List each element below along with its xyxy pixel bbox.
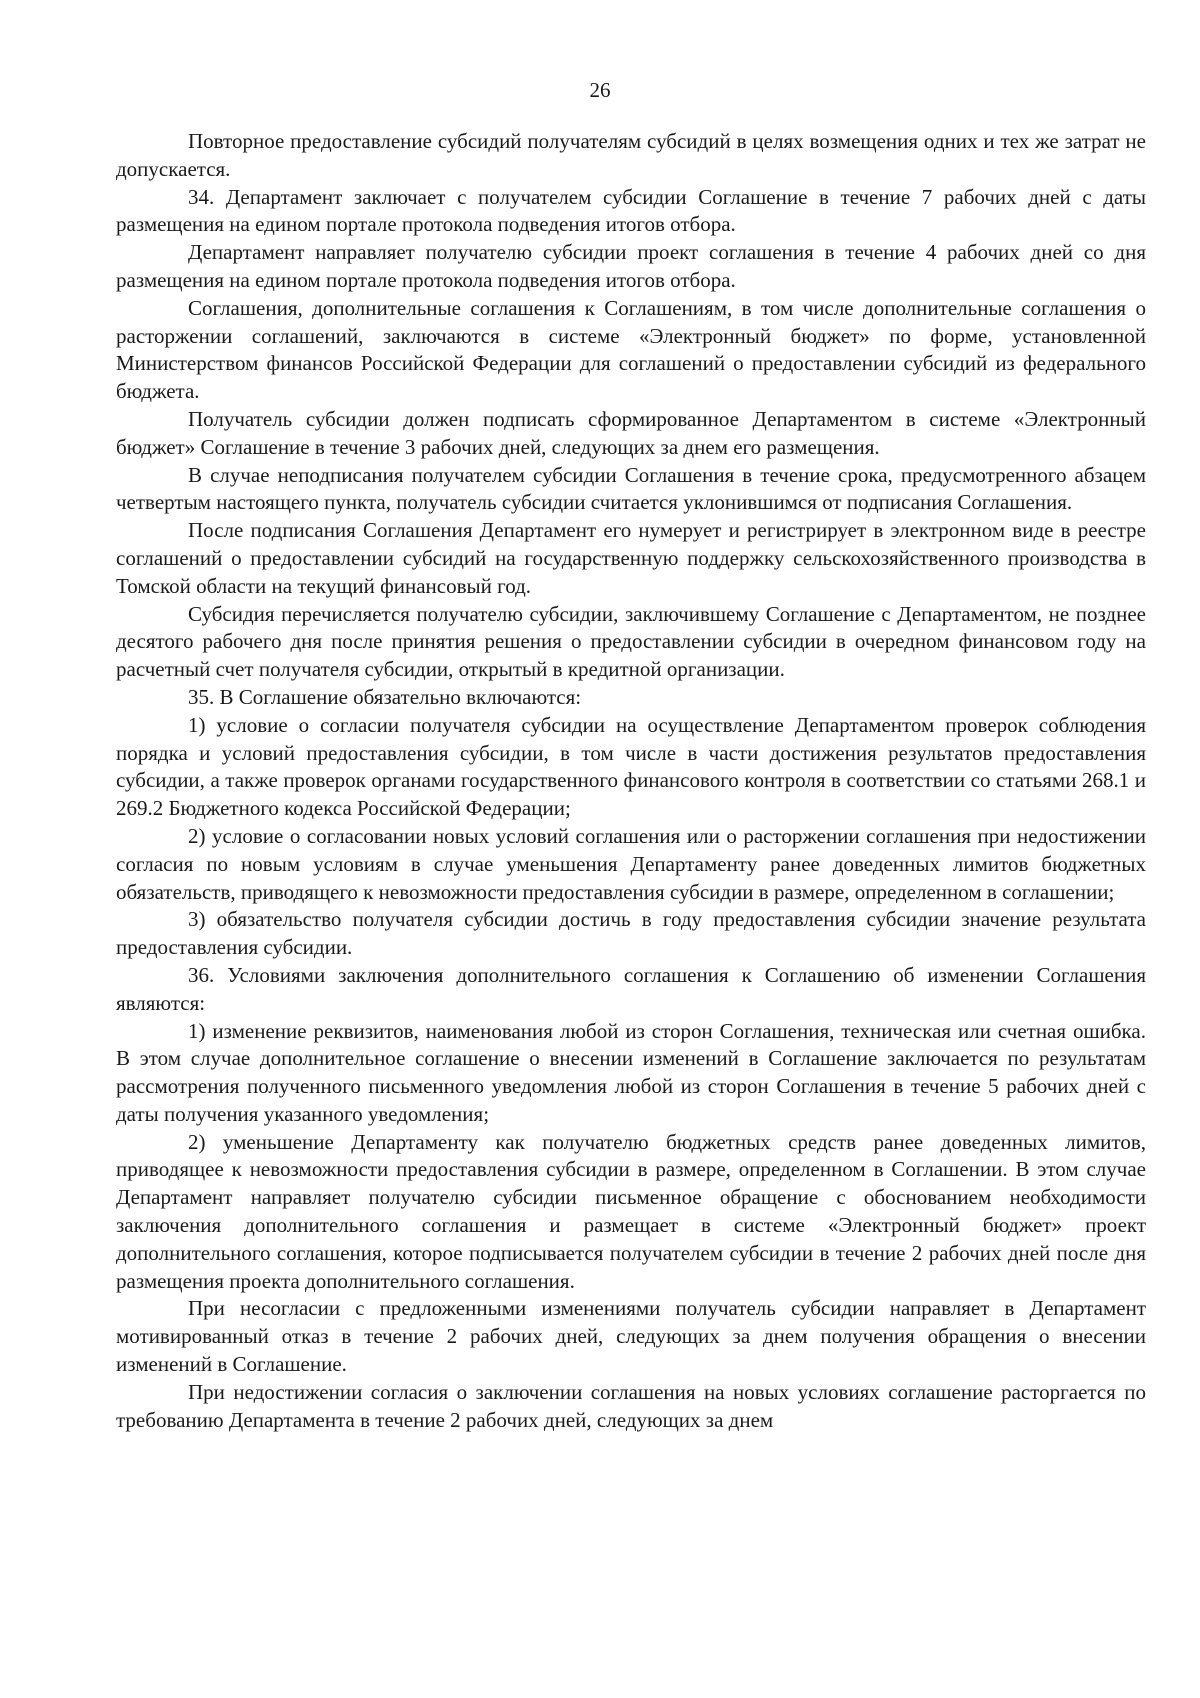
paragraph-34-agreement-term: 34. Департамент заключает с получателем субсидии Соглашение в течение 7 рабочих дней с даты размещения на едином портале протокола подведения итогов отбора.: [116, 184, 1146, 237]
paragraph-draft-agreement: Департамент направляет получателю субсидии проект соглашения в течение 4 рабочих дней со дня размещения на едином портале протокола подведения итогов отбора.: [116, 240, 1146, 292]
paragraph-36-heading: 36. Условиями заключения дополнительного соглашения к Соглашению об изменении Соглашения являются:: [116, 962, 1146, 1015]
paragraph-35-item-1: 1) условие о согласии получателя субсидии на осуществление Департаментом проверок соблюдения порядка и условий предоставления субсидии, в том числе в части достижения результатов предоставления субсидии, а также проверок органами государственного финансового контроля в соответствии со статьями 268.1 и 269.2 Бюджетного кодекса Российской Федерации;: [116, 712, 1146, 821]
paragraph-36-item-2: 2) уменьшение Департаменту как получателю бюджетных средств ранее доведенных лимитов, приводящее к невозможности предоставления субсидии в размере, определенном в Соглашении. В этом случае Департамент направляет получателю субсидии письменное обращение с обоснованием необходимости заключения дополнительного соглашения и размещает в системе «Электронный бюджет» проект дополнительного соглашения, которое подписывается получателем субсидии в течение 2 рабочих дней после дня размещения проекта дополнительного соглашения.: [116, 1129, 1146, 1293]
paragraph-termination: При недостижении согласия о заключении соглашения на новых условиях соглашение расторгается по требованию Департамента в течение 2 рабочих дней, следующих за днем: [116, 1379, 1146, 1432]
paragraph-repeat-subsidy: Повторное предоставление субсидий получателям субсидий в целях возмещения одних и тех же затрат не допускается.: [116, 129, 1146, 181]
paragraph-35-item-2: 2) условие о согласовании новых условий соглашения или о расторжении соглашения при недостижении согласия по новым условиям в случае уменьшения Департаменту ранее доведенных лимитов бюджетных обязательств, приводящего к невозможности предоставления субсидии в размере, определенном в соглашении;: [116, 823, 1146, 904]
document-body: [116, 128, 1146, 1434]
paragraph-non-signing: В случае неподписания получателем субсидии Соглашения в течение срока, предусмотренного абзацем четвертым настоящего пункта, получатель субсидии считается уклонившимся от подписания Соглашения.: [116, 462, 1146, 515]
page-number: 26: [589, 78, 611, 102]
paragraph-registration: После подписания Соглашения Департамент его нумерует и регистрирует в электронном виде в реестре соглашений о предоставлении субсидий на государственную поддержку сельскохозяйственного производства в Томской области на текущий финансовый год.: [116, 518, 1146, 598]
paragraph-signing-term: Получатель субсидии должен подписать сформированное Департаментом в системе «Электронный бюджет» Соглашение в течение 3 рабочих дней, следующих за днем его размещения.: [116, 406, 1146, 459]
paragraph-36-item-1: 1) изменение реквизитов, наименования любой из сторон Соглашения, техническая или счетная ошибка. В этом случае дополнительное соглашение о внесении изменений в Соглашение заключается по результатам рассмотрения полученного письменного уведомления любой из сторон Соглашения в течение 5 рабочих дней с даты получения указанного уведомления;: [116, 1018, 1146, 1126]
paragraph-electronic-budget: Соглашения, дополнительные соглашения к Соглашениям, в том числе дополнительные соглашения о расторжении соглашений, заключаются в системе «Электронный бюджет» по форме, установленной Министерством финансов Российской Федерации для соглашений о предоставлении субсидий из федерального бюджета.: [116, 295, 1146, 404]
paragraph-transfer: Субсидия перечисляется получателю субсидии, заключившему Соглашение с Департаментом, не позднее десятого рабочего дня после принятия решения о предоставлении субсидии в очередном финансовом году на расчетный счет получателя субсидии, открытый в кредитной организации.: [116, 601, 1146, 682]
paragraph-disagreement: При несогласии с предложенными изменениями получатель субсидии направляет в Департамент мотивированный отказ в течение 2 рабочих дней, следующих за днем получения обращения о внесении изменений в Соглашение.: [116, 1296, 1146, 1377]
paragraph-35-item-3: 3) обязательство получателя субсидии достичь в году предоставления субсидии значение результата предоставления субсидии.: [116, 907, 1146, 960]
paragraph-35-heading: 35. В Соглашение обязательно включаются:: [188, 684, 582, 709]
